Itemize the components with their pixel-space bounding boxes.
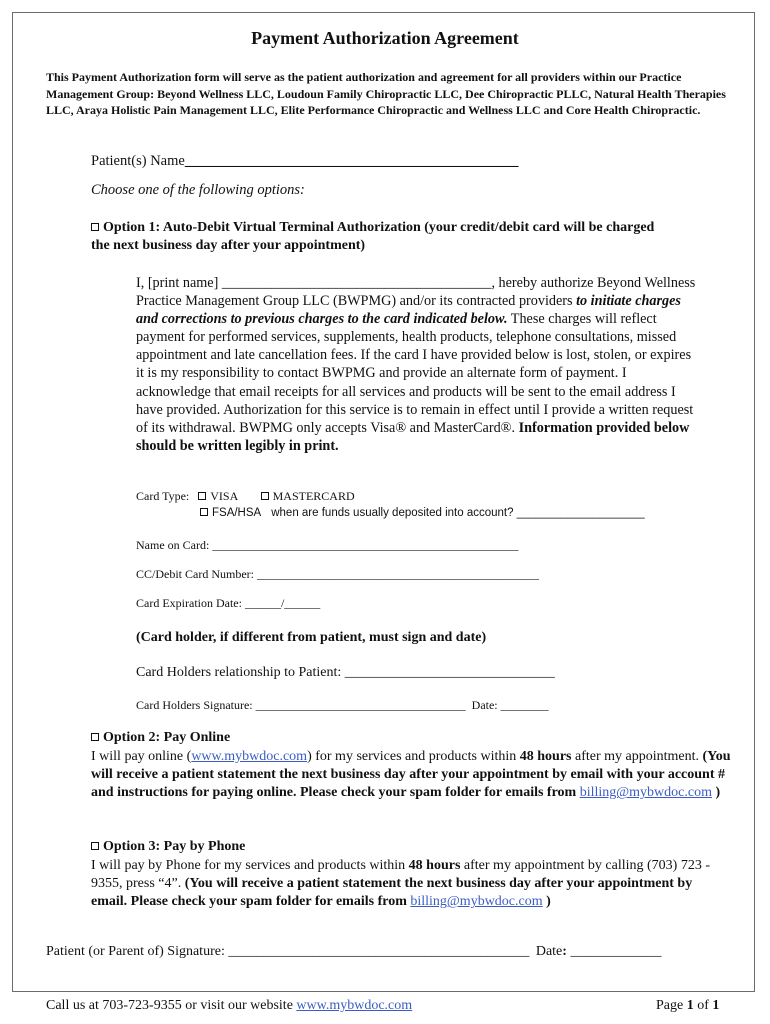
visa-checkbox[interactable]: [198, 492, 206, 500]
option3-paragraph: I will pay by Phone for my services and products within 48 hours after my appointment by calling (703) 723 - 9355, press “4”. (You will receive a patient statement the next business day after your appointment by email. Please check your spam folder for emails from billing@mybwdoc.com ): [91, 858, 711, 910]
holder-signature-row: [136, 698, 549, 713]
option3-heading[interactable]: Option 3: Pay by Phone: [91, 839, 245, 855]
card-number-field[interactable]: CC/Debit Card Number: _______________________________________________: [136, 567, 539, 581]
card-holder-note: (Card holder, if different from patient, must sign and date): [136, 630, 487, 645]
footer-website-link[interactable]: www.mybwdoc.com: [296, 998, 413, 1013]
holder-date-field[interactable]: Date: ________: [471, 698, 549, 712]
footer-contact: Call us at 703-723-9355 or visit our website www.mybwdoc.com: [46, 998, 413, 1013]
patient-name-field[interactable]: [91, 153, 518, 170]
intro-paragraph: This Payment Authorization form will serve as the patient authorization and agreement for all providers within our Practice Management Group: Beyond Wellness LLC, Loudoun Family Chiropractic LLC, Dee Chiropractic PLLC, Natural Health Therapies LLC, Araya Holistic Pain Management LLC, Elite Performance Chiropractic and Wellness LLC and Core Health Chiropractic.: [46, 70, 726, 118]
signature-date-field[interactable]: Date: _____________: [535, 944, 662, 959]
mastercard-checkbox[interactable]: [261, 492, 269, 500]
option2-heading[interactable]: Option 2: Pay Online: [91, 730, 230, 746]
option1-checkbox[interactable]: [91, 223, 99, 231]
fsa-hsa-checkbox[interactable]: [200, 508, 208, 516]
mastercard-option[interactable]: MASTERCARD: [261, 489, 355, 503]
page-number: Page 1 of 1: [656, 998, 720, 1013]
option1-heading-line2: the next business day after your appointment): [91, 238, 366, 253]
billing-email-link[interactable]: billing@mybwdoc.com: [579, 785, 712, 801]
page-title: Payment Authorization Agreement: [251, 28, 519, 48]
billing-email-link-2[interactable]: billing@mybwdoc.com: [410, 894, 543, 910]
card-type-row: Card Type: VISA MASTERCARD: [136, 489, 355, 503]
website-link[interactable]: www.mybwdoc.com: [191, 749, 308, 764]
choose-instruction: Choose one of the following options:: [91, 182, 305, 198]
visa-option[interactable]: VISA: [198, 489, 237, 503]
option1-heading-line1[interactable]: Option 1: Auto-Debit Virtual Terminal Authorization (your credit/debit card will be charged: [91, 220, 654, 236]
patient-name-blank[interactable]: ______________________________________________: [184, 153, 519, 169]
patient-signature-row: [46, 944, 661, 960]
authorization-paragraph: I, [print name] ______________________________________, hereby authorize Beyond Wellness Practice Management Group LLC (BWPMG) and/or its contracted providers to initiate charges and corrections to previous charges to the card indicated below. These charges will reflect payment for performed services, supplements, health products, telephone consultations, missed appointment and late cancellation fees. If the card I have provided below is lost, stolen, or expires it is my responsibility to contact BWPMG and provide an alternate form of payment. I acknowledge that email receipts for all services and products will be sent to the email address I have provided. Authorization for this service is to remain in effect until I provide a written request of its withdrawal. BWPMG only accepts Visa® and MasterCard®. Information provided below should be written legibly in print.: [136, 275, 696, 454]
card-expiration-field[interactable]: Card Expiration Date: ______/______: [136, 596, 321, 610]
holder-signature-field[interactable]: Card Holders Signature: ___________________________________: [136, 698, 466, 712]
option3-checkbox[interactable]: [91, 842, 99, 850]
name-on-card-field[interactable]: Name on Card: ___________________________________________________: [136, 538, 519, 552]
patient-name-label: Patient(s) Name: [91, 153, 185, 169]
option2-paragraph: I will pay online (www.mybwdoc.com) for my services and products within 48 hours after my appointment. (You will receive a patient statement the next business day after your appointment by email with your account # and instructions for paying online. Please check your spam folder for emails from billing@mybwdoc.com ): [91, 749, 731, 801]
option2-checkbox[interactable]: [91, 733, 99, 741]
fsa-hsa-row[interactable]: FSA/HSA when are funds usually deposited into account? ____________________: [200, 507, 645, 519]
patient-signature-field[interactable]: Patient (or Parent of) Signature: ___________________________________________: [46, 944, 530, 959]
relationship-field[interactable]: Card Holders relationship to Patient: ______________________________: [136, 665, 555, 680]
